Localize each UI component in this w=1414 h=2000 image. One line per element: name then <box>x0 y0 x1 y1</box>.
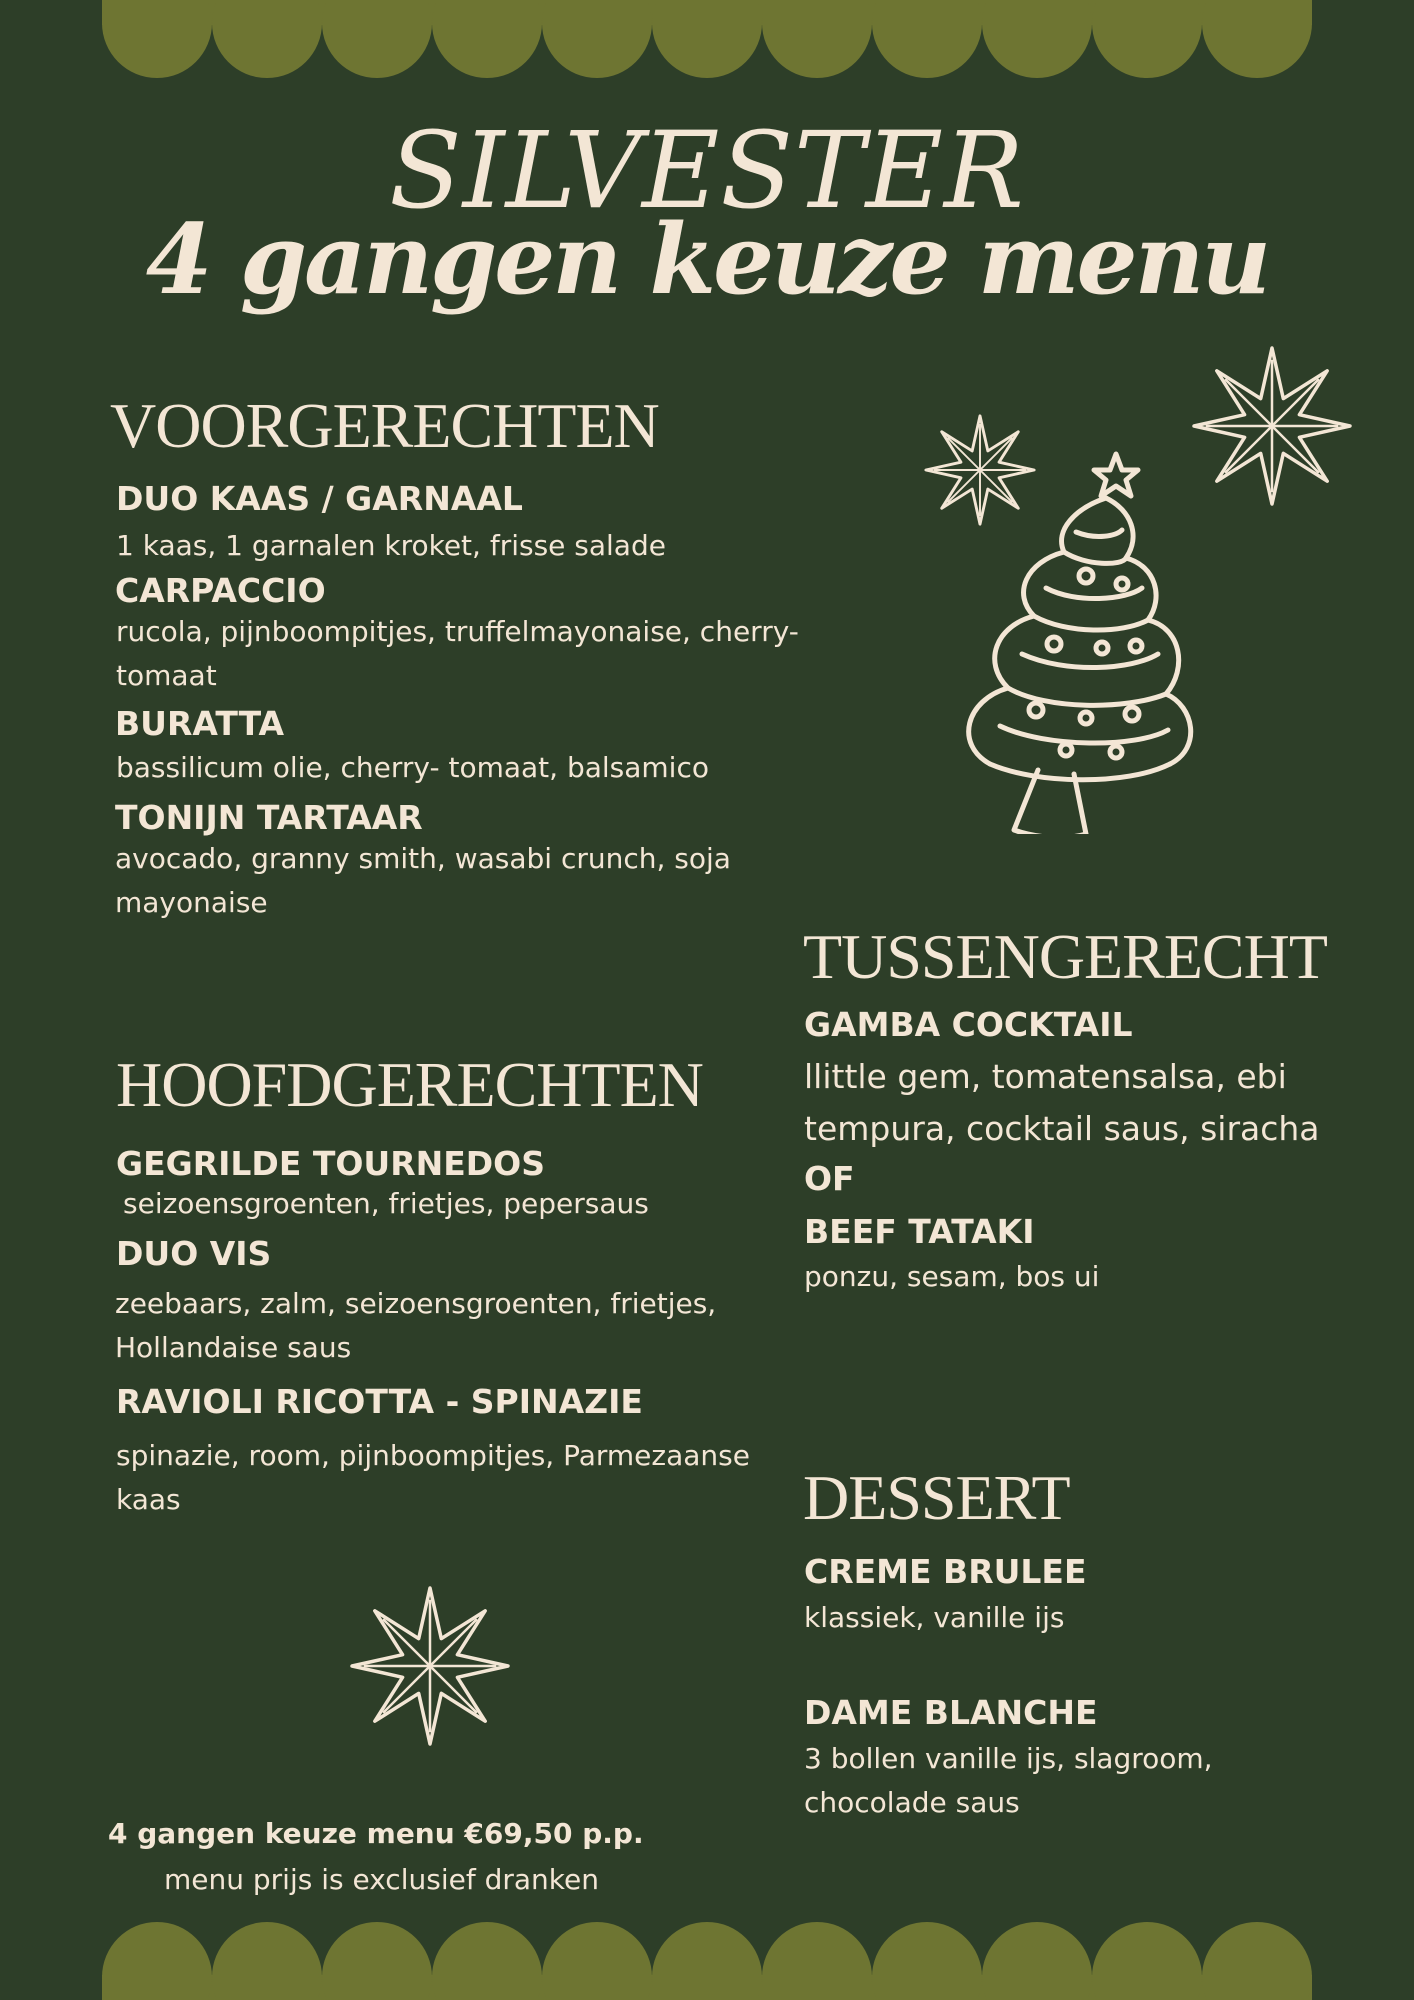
or-separator: OF <box>804 1159 855 1198</box>
section-heading: VOORGERECHTEN <box>110 390 659 461</box>
dish-description: rucola, pijnboompitjes, truffelmayonaise, cherry- tomaat <box>116 615 799 692</box>
dish-name: CREME BRULEE <box>804 1552 1087 1591</box>
section-heading: DESSERT <box>803 1462 1070 1533</box>
menu-price: 4 gangen keuze menu €69,50 p.p. <box>108 1817 644 1850</box>
dish-name: GEGRILDE TOURNEDOS <box>116 1144 545 1183</box>
price-note: menu prijs is exclusief dranken <box>164 1863 599 1896</box>
dish-name: BEEF TATAKI <box>804 1212 1035 1251</box>
dish-description: 1 kaas, 1 garnalen kroket, frisse salade <box>116 529 666 562</box>
section-heading: TUSSENGERECHT <box>803 921 1327 992</box>
dish-name: CARPACCIO <box>115 571 326 610</box>
dish-name: TONIJN TARTAAR <box>115 798 423 837</box>
dish-name: GAMBA COCKTAIL <box>804 1005 1133 1044</box>
dish-description: seizoensgroenten, frietjes, pepersaus <box>123 1187 649 1220</box>
dish-name: DUO KAAS / GARNAAL <box>116 479 523 518</box>
dish-description: llittle gem, tomatensalsa, ebi tempura, cocktail saus, siracha <box>804 1057 1320 1148</box>
dish-name: DAME BLANCHE <box>804 1693 1098 1732</box>
dish-name: RAVIOLI RICOTTA - SPINAZIE <box>116 1382 643 1421</box>
dish-description: klassiek, vanille ijs <box>804 1601 1065 1634</box>
menu-title: SILVESTER <box>389 109 1025 232</box>
dish-description: zeebaars, zalm, seizoensgroenten, frietjes, Hollandaise saus <box>115 1287 717 1364</box>
top-scallop-border <box>0 0 1414 80</box>
dish-description: spinazie, room, pijnboompitjes, Parmezaanse kaas <box>116 1439 750 1516</box>
star-icon <box>1190 344 1354 508</box>
bottom-scallop-border <box>0 1920 1414 2000</box>
christmas-tree-icon <box>926 448 1206 834</box>
dish-description: 3 bollen vanille ijs, slagroom, chocolade saus <box>804 1742 1213 1819</box>
dish-name: DUO VIS <box>116 1234 272 1273</box>
dish-description: bassilicum olie, cherry- tomaat, balsamico <box>116 751 709 784</box>
section-heading: HOOFDGERECHTEN <box>116 1049 703 1120</box>
star-icon <box>348 1584 512 1748</box>
dish-description: avocado, granny smith, wasabi crunch, soja mayonaise <box>115 842 731 919</box>
menu-subtitle: 4 gangen keuze menu <box>145 203 1269 316</box>
dish-name: BURATTA <box>115 704 285 743</box>
dish-description: ponzu, sesam, bos ui <box>804 1260 1100 1293</box>
